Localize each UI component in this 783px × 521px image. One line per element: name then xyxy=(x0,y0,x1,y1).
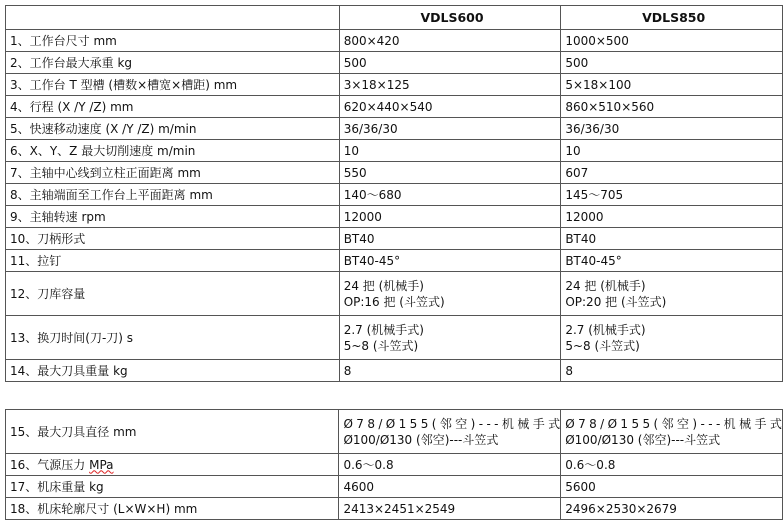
value-cell-b xyxy=(561,162,783,184)
param-label-cell: 12、刀库容量 xyxy=(6,272,340,316)
value-cell-a xyxy=(339,360,561,382)
table-row xyxy=(6,498,783,520)
table-row xyxy=(6,96,783,118)
table-row xyxy=(6,30,783,52)
value-line: 4600 xyxy=(343,479,374,494)
value-line: 10 xyxy=(565,143,581,158)
value-cell-a xyxy=(339,250,561,272)
spellcheck-marked-text: MPa xyxy=(89,457,114,472)
value-cell-b xyxy=(561,228,783,250)
param-label-cell: 18、机床轮廓尺寸 (L×W×H) mm xyxy=(6,498,339,520)
value-cell-a xyxy=(339,410,561,454)
value-cell-b xyxy=(561,140,783,162)
table-row xyxy=(6,74,783,96)
table-row xyxy=(6,118,783,140)
value-cell-b xyxy=(561,454,783,476)
value-line: 620×440×540 xyxy=(343,99,433,114)
value-cell-a xyxy=(339,228,561,250)
value-line: 550 xyxy=(343,165,367,180)
value-cell-a xyxy=(339,454,561,476)
header-param-cell xyxy=(6,6,340,30)
value-cell-b xyxy=(561,30,783,52)
param-label-cell: 11、拉钉 xyxy=(6,250,340,272)
value-line: 2496×2530×2679 xyxy=(565,501,677,516)
value-line: BT40 xyxy=(565,231,597,246)
value-cell-a xyxy=(339,184,561,206)
value-line: 860×510×560 xyxy=(565,99,655,114)
table-row xyxy=(6,476,783,498)
value-line: 8 xyxy=(343,363,352,378)
value-line: 800×420 xyxy=(343,33,400,48)
value-line: 607 xyxy=(565,165,589,180)
value-line: 36/36/30 xyxy=(565,121,620,136)
value-line: BT40 xyxy=(343,231,375,246)
param-label-cell: 5、快速移动速度 (X /Y /Z) m/min xyxy=(6,118,340,140)
value-line: 5~8 (斗笠式) xyxy=(565,338,640,353)
table-row xyxy=(6,272,783,316)
value-line: 0.6～0.8 xyxy=(565,457,616,472)
table-row xyxy=(6,454,783,476)
spec-table-main-body xyxy=(6,6,783,382)
value-cell-b xyxy=(561,74,783,96)
param-label-cell: 10、刀柄形式 xyxy=(6,228,340,250)
value-line: 5×18×100 xyxy=(565,77,632,92)
value-line: 140～680 xyxy=(343,187,402,202)
value-line: OP:20 把 (斗笠式) xyxy=(565,294,667,309)
table-row xyxy=(6,140,783,162)
value-line: 3×18×125 xyxy=(343,77,410,92)
value-line: BT40-45° xyxy=(343,253,401,268)
value-cell-a xyxy=(339,498,561,520)
value-cell-b xyxy=(561,316,783,360)
value-cell-a xyxy=(339,96,561,118)
param-label-cell: 2、工作台最大承重 kg xyxy=(6,52,340,74)
value-line: OP:16 把 (斗笠式) xyxy=(343,294,445,309)
table-row xyxy=(6,410,783,454)
value-cell-b xyxy=(561,476,783,498)
value-line: BT40-45° xyxy=(565,253,622,268)
value-line: 10 xyxy=(343,143,359,158)
param-label-cell: 4、行程 (X /Y /Z) mm xyxy=(6,96,340,118)
value-cell-a xyxy=(339,206,561,228)
value-cell-b xyxy=(561,410,783,454)
table-row xyxy=(6,316,783,360)
value-cell-a xyxy=(339,52,561,74)
value-line: 36/36/30 xyxy=(343,121,398,136)
param-label-cell: 13、换刀时间(刀-刀) s xyxy=(6,316,340,360)
value-line: 0.6～0.8 xyxy=(343,457,394,472)
value-cell-a xyxy=(339,162,561,184)
value-line: 1000×500 xyxy=(565,33,629,48)
param-label-cell: 8、主轴端面至工作台上平面距离 mm xyxy=(6,184,340,206)
value-cell-b xyxy=(561,272,783,316)
value-cell-b xyxy=(561,360,783,382)
value-cell-a xyxy=(339,272,561,316)
value-line: 2.7 (机械手式) xyxy=(565,322,646,337)
table-row xyxy=(6,162,783,184)
value-line: Ø 7 8 / Ø 1 5 5 ( 邻 空 ) - - - 机 械 手 式 xyxy=(565,416,782,431)
header-model-b: VDLS850 xyxy=(561,6,783,30)
value-cell-b xyxy=(561,184,783,206)
param-label-cell: 9、主轴转速 rpm xyxy=(6,206,340,228)
table-row xyxy=(6,184,783,206)
spec-table-secondary xyxy=(5,409,783,520)
value-cell-a xyxy=(339,118,561,140)
value-line: 5~8 (斗笠式) xyxy=(343,338,419,353)
spec-table-secondary-body xyxy=(6,410,783,520)
param-label-cell xyxy=(6,454,339,476)
value-line: 2413×2451×2549 xyxy=(343,501,456,516)
value-cell-a xyxy=(339,30,561,52)
param-label-text: 16、气源压力 xyxy=(10,457,90,472)
value-line: 500 xyxy=(343,55,367,70)
value-line: Ø100/Ø130 (邻空)---斗笠式 xyxy=(343,432,499,447)
value-cell-a xyxy=(339,316,561,360)
table-row xyxy=(6,250,783,272)
value-line: 24 把 (机械手) xyxy=(565,278,646,293)
param-label-cell: 3、工作台 T 型槽 (槽数×槽宽×槽距) mm xyxy=(6,74,340,96)
value-line: 500 xyxy=(565,55,589,70)
table-row xyxy=(6,206,783,228)
table-row xyxy=(6,52,783,74)
value-cell-b xyxy=(561,250,783,272)
value-line: Ø100/Ø130 (邻空)---斗笠式 xyxy=(565,432,721,447)
spec-table-main xyxy=(5,5,783,382)
value-cell-a xyxy=(339,74,561,96)
value-cell-b xyxy=(561,206,783,228)
value-cell-a xyxy=(339,476,561,498)
value-line: Ø 7 8 / Ø 1 5 5 ( 邻 空 ) - - - 机 械 手 式 xyxy=(343,416,561,431)
param-label-cell: 17、机床重量 kg xyxy=(6,476,339,498)
value-cell-b xyxy=(561,52,783,74)
param-label-cell: 14、最大刀具重量 kg xyxy=(6,360,340,382)
value-line: 24 把 (机械手) xyxy=(343,278,424,293)
table-row xyxy=(6,360,783,382)
param-label-cell: 15、最大刀具直径 mm xyxy=(6,410,339,454)
param-label-cell: 6、X、Y、Z 最大切削速度 m/min xyxy=(6,140,340,162)
value-cell-b xyxy=(561,118,783,140)
header-model-a: VDLS600 xyxy=(339,6,561,30)
table-row xyxy=(6,228,783,250)
value-line: 5600 xyxy=(565,479,596,494)
value-line: 2.7 (机械手式) xyxy=(343,322,424,337)
value-line: 8 xyxy=(565,363,573,378)
value-line: 12000 xyxy=(565,209,604,224)
value-cell-a xyxy=(339,140,561,162)
value-line: 12000 xyxy=(343,209,382,224)
param-label-cell: 7、主轴中心线到立柱正面距离 mm xyxy=(6,162,340,184)
param-label-cell: 1、工作台尺寸 mm xyxy=(6,30,340,52)
value-line: 145～705 xyxy=(565,187,624,202)
value-cell-b xyxy=(561,498,783,520)
header-row xyxy=(6,6,783,30)
value-cell-b xyxy=(561,96,783,118)
